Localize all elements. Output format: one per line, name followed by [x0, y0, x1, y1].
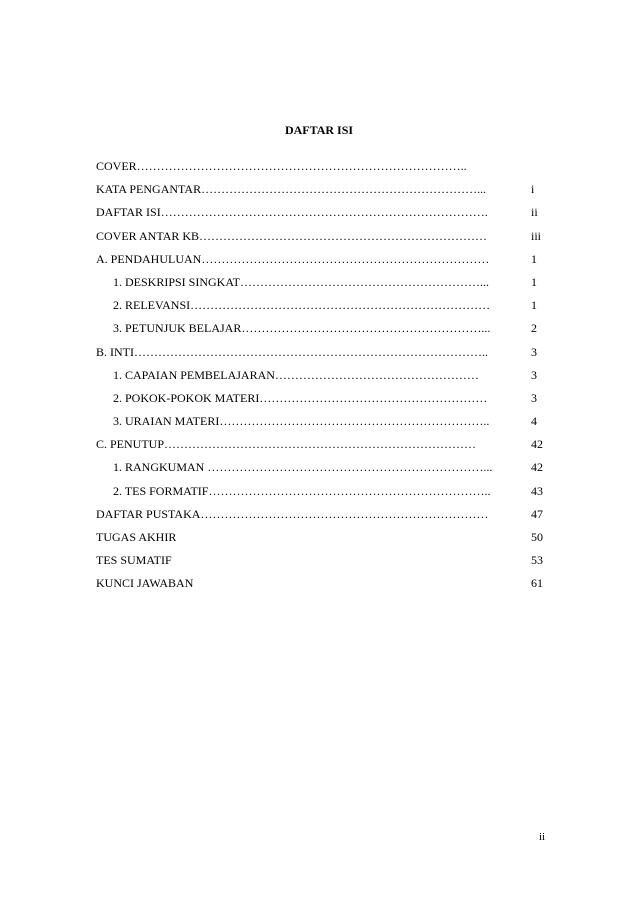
toc-entry-label: 2. RELEVANSI…………………………………………………………………	[113, 298, 491, 313]
toc-entry-page: iii	[531, 228, 542, 243]
toc-entry-label: DAFTAR ISI……………………………………………………………………….	[96, 205, 488, 220]
toc-entry-kunci-jawaban	[96, 576, 556, 599]
toc-entry-label: 3. PETUNJUK BELAJAR……………………………………………………...	[113, 321, 491, 336]
toc-entry-page: 1	[531, 298, 537, 313]
toc-entry-cover	[96, 159, 556, 182]
toc-entry-label: B. INTI……………………………………………………………………………..	[96, 344, 488, 359]
page-number: ii	[539, 831, 546, 843]
toc-entry-label: TUGAS AKHIR	[96, 530, 177, 544]
toc-entry-cover-antar-kb	[96, 229, 556, 252]
toc-entry-label: A. PENDAHULUAN………………………………………………………………	[96, 251, 490, 266]
toc-entry-deskripsi-singkat	[96, 275, 556, 298]
toc-entry-label: 3. URAIAN MATERI…………………………………………………………..	[113, 414, 490, 429]
toc-entry-label: DAFTAR PUSTAKA………………………………………………………………	[96, 506, 489, 521]
toc-entry-label: 1. DESKRIPSI SINGKAT……………………………………………………...	[113, 274, 490, 289]
toc-entry-page: ii	[531, 205, 538, 220]
toc-entry-page: 47	[531, 506, 543, 521]
toc-entry-pokok-pokok-materi	[96, 391, 556, 414]
toc-entry-label: 2. TES FORMATIF……………………………………………………………..	[113, 483, 491, 498]
toc-entry-pendahuluan	[96, 252, 556, 275]
toc-entry-label: 1. CAPAIAN PEMBELAJARAN……………………………………………	[113, 367, 479, 382]
toc-entry-tes-formatif	[96, 484, 556, 507]
toc-entry-label: KUNCI JAWABAN	[96, 576, 194, 591]
toc-entry-label: COVER………………………………………………………………………..	[96, 159, 467, 173]
toc-entry-uraian-materi	[96, 414, 556, 437]
toc-entry-page: 1	[531, 274, 537, 289]
toc-entry-page: i	[531, 182, 535, 197]
toc-entry-page: 50	[531, 530, 543, 544]
toc-entry-penutup	[96, 437, 556, 460]
toc-entry-rangkuman	[96, 460, 556, 483]
toc-entry-tes-sumatif	[96, 553, 556, 576]
toc-entry-page: 42	[531, 460, 543, 475]
toc-entry-daftar-pustaka	[96, 507, 556, 530]
table-of-contents	[96, 159, 556, 600]
toc-entry-label: 1. RANGKUMAN ……………………………………………………………...	[113, 460, 493, 475]
toc-entry-page: 3	[531, 367, 537, 382]
toc-entry-page: 2	[531, 321, 537, 336]
toc-entry-page: 1	[531, 251, 537, 266]
toc-entry-petunjuk-belajar	[96, 321, 556, 344]
toc-entry-label: COVER ANTAR KB………………………………………………………………	[96, 228, 488, 243]
toc-entry-capaian-pembelajaran	[96, 368, 556, 391]
toc-entry-page: 61	[531, 576, 543, 591]
toc-entry-tugas-akhir	[96, 530, 556, 553]
toc-entry-inti	[96, 345, 556, 368]
toc-entry-daftar-isi	[96, 205, 556, 228]
page-title: DAFTAR ISI	[284, 123, 354, 137]
toc-entry-page: 3	[531, 344, 537, 359]
toc-entry-page: 42	[531, 437, 543, 452]
toc-entry-page: 43	[531, 483, 543, 498]
toc-entry-label: KATA PENGANTAR……………………………………………………………...	[96, 182, 487, 197]
toc-entry-page: 4	[531, 414, 537, 429]
toc-entry-label: 2. POKOK-POKOK MATERI…………………………………………………	[113, 390, 488, 405]
toc-entry-relevansi	[96, 298, 556, 321]
toc-entry-page: 3	[531, 390, 537, 405]
toc-entry-label: C. PENUTUP……………………………………………………………………	[96, 437, 477, 452]
toc-entry-page: 53	[531, 553, 543, 568]
toc-entry-kata-pengantar	[96, 182, 556, 205]
toc-entry-label: TES SUMATIF	[96, 553, 172, 568]
